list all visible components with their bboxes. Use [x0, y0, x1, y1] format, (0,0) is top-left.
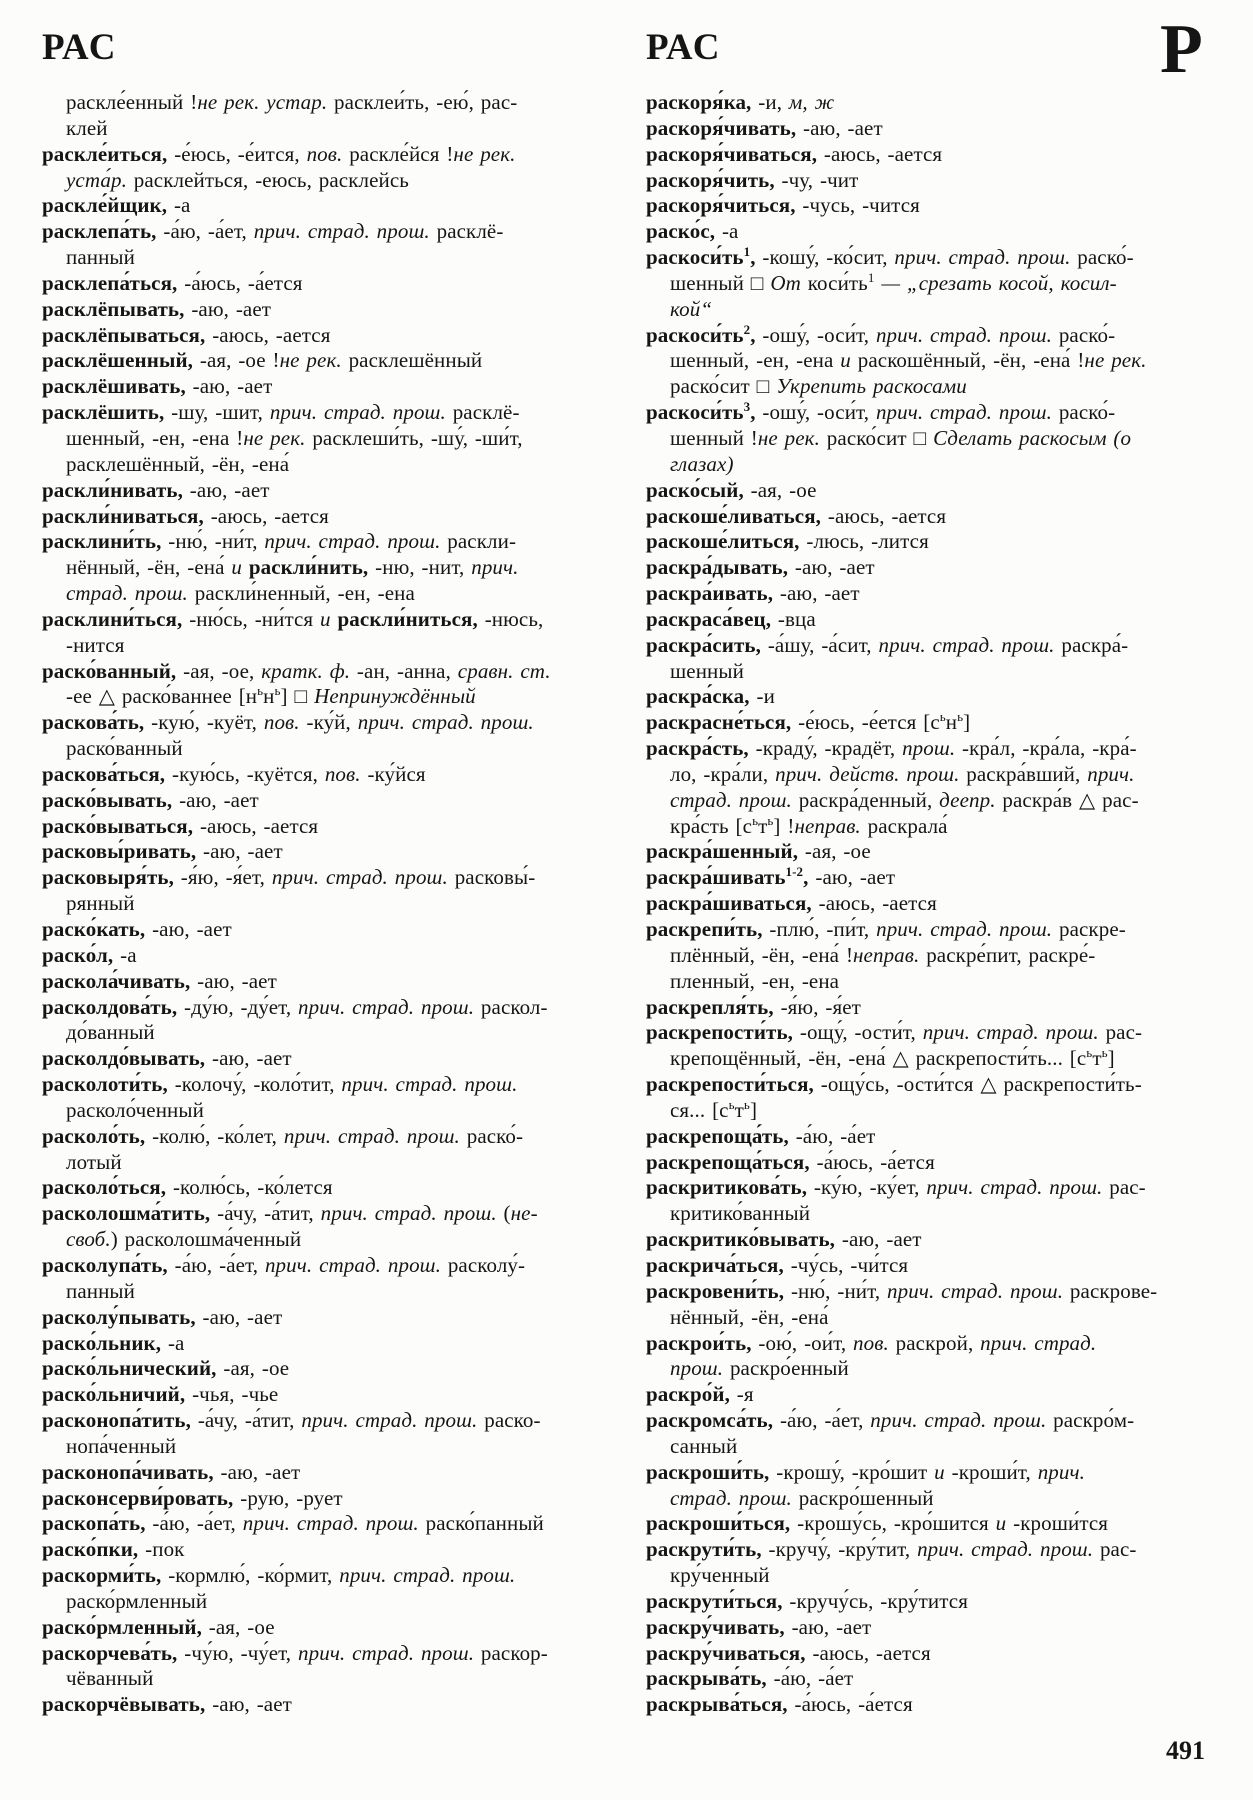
dictionary-line: раскоря́чить, -чу, -чит — [646, 167, 859, 192]
dictionary-line: раско́льнический, -ая, -ое — [42, 1356, 290, 1381]
dictionary-line: критико́ванный — [670, 1201, 811, 1226]
dictionary-line: $раскоси́ть^1$, -кошу́, -ко́сит, прич. страд. прош. раско́- — [646, 244, 1134, 270]
dictionary-line: расклепа́ться, -а́юсь, -а́ется — [42, 270, 303, 295]
dictionary-line: раско́сит □ Укрепить раскосами — [670, 374, 967, 399]
dictionary-line: раско́кать, -аю, -ает — [42, 917, 232, 941]
dictionary-line: раско́льничий, -чья, -чье — [42, 1382, 279, 1407]
dictionary-line: расклёшить, -шу, -шит, прич. страд. прош. расклё- — [42, 400, 520, 425]
dictionary-line: расколо́ть, -колю́, -ко́лет, прич. страд. прош. раско́- — [42, 1123, 524, 1148]
dictionary-line: раскрепоща́ть, -а́ю, -а́ет — [646, 1123, 876, 1148]
dictionary-line: пленный, -ен, -ена — [670, 968, 840, 993]
dictionary-line: кой“ — [670, 296, 713, 321]
dictionary-line: кра́сть $[с^ьт^ь]$ !неправ. раскрала́ — [670, 812, 948, 838]
dictionary-line: нопа́ченный — [66, 1433, 177, 1458]
dictionary-line: раско́ванный — [66, 736, 183, 761]
running-head-right: РАС — [646, 27, 722, 68]
dictionary-line: расколо́ться, -колю́сь, -ко́лется — [42, 1175, 333, 1200]
dictionary-line: раскрепи́ть, -плю́, -пи́т, прич. страд. прош. раскре- — [646, 917, 1126, 941]
dictionary-line: расконсерви́ровать, -рую, -рует — [42, 1485, 343, 1510]
dictionary-line: раскли́нивать, -аю, -ает — [42, 477, 270, 502]
dictionary-line: клей — [66, 115, 108, 140]
dictionary-line: расконопа́тить, -а́чу, -а́тит, прич. страд. прош. раско- — [42, 1408, 541, 1433]
dictionary-line: раскрепоща́ться, -а́юсь, -а́ется — [646, 1149, 935, 1174]
dictionary-line: раскоря́чивать, -аю, -ает — [646, 115, 883, 140]
dictionary-line: панный — [66, 245, 135, 270]
dictionary-line: шенный, -ен, -ена и раскошённый, -ён, -ена́ !не рек. — [670, 348, 1147, 373]
dictionary-line: раско́сый, -ая, -ое — [646, 477, 817, 502]
dictionary-line: раскоше́ливаться, -аюсь, -ается — [646, 503, 947, 528]
dictionary-line: раскле́иться, -е́юсь, -е́ится, пов. раскле́йся !не рек. — [42, 141, 516, 166]
running-head-left: РАС — [42, 27, 118, 68]
dictionary-line: расклёшенный, -ая, -ое !не рек. расклешённый — [42, 348, 483, 373]
dictionary-line: раскру́чиваться, -аюсь, -ается — [646, 1640, 931, 1665]
dictionary-line: раскра́шивать$^{1-2}$, -аю, -ает — [646, 864, 896, 890]
dictionary-line: расклини́ться, -ню́сь, -ни́тся и раскли́ниться, -нюсь, — [42, 606, 544, 631]
dictionary-line: прош. раскро́енный — [670, 1356, 849, 1381]
dictionary-line: раскрути́ться, -кручу́сь, -кру́тится — [646, 1588, 968, 1613]
dictionary-line: расклепа́ть, -а́ю, -а́ет, прич. страд. прош. расклё- — [42, 219, 504, 244]
dictionary-line: расклешённый, -ён, -ена́ — [66, 451, 290, 476]
dictionary-line: раско́ванный, -ая, -ое, кратк. ф. -ан, -анна, сравн. ст. — [42, 658, 551, 683]
dictionary-line: раскра́шиваться, -аюсь, -ается — [646, 891, 937, 916]
dictionary-line: раскрича́ться, -чу́сь, -чи́тся — [646, 1252, 909, 1277]
dictionary-line: глазах) — [670, 451, 734, 476]
dictionary-line: раско́с, -а — [646, 219, 739, 244]
dictionary-line: страд. прош. раскли́ненный, -ен, -ена — [66, 581, 415, 606]
dictionary-line: раско́пки, -пок — [42, 1537, 185, 1562]
dictionary-line: расковы́ривать, -аю, -ает — [42, 839, 283, 864]
dictionary-line: расклёпываться, -аюсь, -ается — [42, 322, 331, 347]
dictionary-line: раскровени́ть, -ню́, -ни́т, прич. страд. прош. раскрове- — [646, 1278, 1158, 1303]
dictionary-line: расковыря́ть, -я́ю, -я́ет, прич. страд. прош. расковы́- — [42, 865, 536, 890]
dictionary-line: раскра́ивать, -аю, -ает — [646, 581, 860, 606]
column-right — [646, 90, 1221, 1718]
dictionary-line: страд. прош. раскро́шенный — [670, 1485, 934, 1510]
dictionary-line: плённый, -ён, -ена́ !неправ. раскре́пит, раскре́- — [670, 942, 1096, 967]
dictionary-line: панный — [66, 1278, 135, 1303]
dictionary-line: раскопа́ть, -а́ю, -а́ет, прич. страд. прош. раско́панный — [42, 1511, 544, 1536]
dictionary-line: раско́вываться, -аюсь, -ается — [42, 813, 319, 838]
dictionary-line: раскра́дывать, -аю, -ает — [646, 555, 875, 580]
dictionary-line: шенный — [670, 658, 744, 683]
dictionary-line: $раскоси́ть^2$, -ошу́, -оси́т, прич. страд. прош. раско́- — [646, 321, 1116, 347]
dictionary-line: раскра́сть, -краду́, -крадёт, прош. -кра́л, -кра́ла, -кра́- — [646, 736, 1137, 761]
dictionary-line: расконопа́чивать, -аю, -ает — [42, 1459, 301, 1484]
dictionary-line: кру́ченный — [670, 1563, 770, 1588]
dictionary-line: нённый, -ён, -ена́ и раскли́нить, -ню, -нит, прич. — [66, 555, 519, 580]
dictionary-line: расколдо́вывать, -аю, -ает — [42, 1046, 292, 1071]
dictionary-line: раскова́ть, -кую́, -куёт, пов. -ку́й, прич. страд. прош. — [42, 710, 534, 735]
dictionary-line: раскру́чивать, -аю, -ает — [646, 1614, 872, 1639]
dictionary-line: раскоря́ка, -и, м, ж — [646, 90, 835, 114]
dictionary-line: расколу́пывать, -аю, -ает — [42, 1304, 283, 1329]
dictionary-line: раско́рмленный — [66, 1588, 208, 1613]
dictionary-line: раскоше́литься, -люсь, -лится — [646, 529, 929, 554]
dictionary-line: нённый, -ён, -ена́ — [670, 1304, 829, 1329]
dictionary-line: раскоря́читься, -чусь, -чится — [646, 193, 920, 218]
section-letter: Р — [1160, 11, 1203, 88]
dictionary-line: раско́льник, -а — [42, 1330, 185, 1355]
dictionary-line: раскрыва́ться, -а́юсь, -а́ется — [646, 1692, 913, 1717]
column-left — [42, 90, 617, 1718]
dictionary-line: расколошма́тить, -а́чу, -а́тит, прич. страд. прош. (не- — [42, 1201, 538, 1226]
dictionary-line: ло, -кра́ли, прич. действ. прош. раскра́вший, прич. — [670, 761, 1135, 786]
dictionary-line: расколо́ченный — [66, 1097, 204, 1122]
dictionary-line: раскромса́ть, -а́ю, -а́ет, прич. страд. прош. раскро́м- — [646, 1408, 1135, 1433]
dictionary-line: крепощённый, -ён, -ена́ △ раскрепости́ть... $[с^ьт^ь]$ — [670, 1045, 1115, 1071]
page-number: 491 — [1166, 1736, 1205, 1765]
dictionary-line: раскола́чивать, -аю, -ает — [42, 968, 277, 993]
dictionary-line: раскра́шенный, -ая, -ое — [646, 839, 871, 864]
dictionary-line: раскрыва́ть, -а́ю, -а́ет — [646, 1666, 854, 1691]
dictionary-line: раскорчева́ть, -чу́ю, -чу́ет, прич. страд. прош. раскор- — [42, 1640, 548, 1665]
dictionary-line: раско́рмленный, -ая, -ое — [42, 1614, 275, 1639]
dictionary-line: раскрасне́ться, -е́юсь, -е́ется $[с^ьн^ь]$ — [646, 709, 971, 735]
dictionary-line: шенный, -ен, -ена !не рек. расклеши́ть, -шу́, -ши́т, — [66, 425, 523, 450]
dictionary-line: раскра́ска, -и — [646, 684, 775, 709]
dictionary-line: своб.) расколошма́ченный — [66, 1227, 302, 1252]
dictionary-line: раскра́сить, -а́шу, -а́сит, прич. страд. прош. раскра́- — [646, 632, 1129, 657]
dictionary-line: раскритико́вывать, -аю, -ает — [646, 1227, 922, 1252]
dictionary-line: раскоря́чиваться, -аюсь, -ается — [646, 141, 943, 166]
dictionary-line: раскрути́ть, -кручу́, -кру́тит, прич. страд. прош. рас- — [646, 1537, 1137, 1562]
dictionary-line: раскле́йщик, -а — [42, 193, 191, 218]
dictionary-line: расколдова́ть, -ду́ю, -ду́ет, прич. страд. прош. раскол- — [42, 994, 548, 1019]
dictionary-line: шенный □ От $коси́ть^1$ — „срезать косой, косил- — [670, 269, 1117, 295]
dictionary-line: раскле́енный !не рек. устар. расклеи́ть, -ею́, рас- — [66, 90, 518, 114]
dictionary-line: $раскоси́ть^3$, -ошу́, -оси́т, прич. страд. прош. раско́- — [646, 399, 1116, 425]
dictionary-line: расклёпывать, -аю, -ает — [42, 296, 272, 321]
dictionary-line: раскорчёвывать, -аю, -ает — [42, 1692, 292, 1717]
dictionary-line: уста́р. расклейться, -еюсь, расклейсь — [66, 167, 409, 192]
dictionary-line: -ее △ раско́ваннее $[н^ьн^ь]$ □ Непринуждённый — [66, 683, 476, 709]
dictionary-line: раскроши́ть, -крошу́, -кро́шит и -кроши́т, прич. — [646, 1459, 1085, 1484]
dictionary-line: расклёшивать, -аю, -ает — [42, 374, 273, 399]
dictionary-line: раскрепля́ть, -я́ю, -я́ет — [646, 994, 861, 1019]
dictionary-line: расколупа́ть, -а́ю, -а́ет, прич. страд. прош. расколу́- — [42, 1252, 526, 1277]
dictionary-line: раскрепости́ть, -ощу́, -ости́т, прич. страд. прош. рас- — [646, 1020, 1143, 1045]
dictionary-line: раскроши́ться, -крошу́сь, -кро́шится и -кроши́тся — [646, 1511, 1109, 1536]
dictionary-line: раскритикова́ть, -ку́ю, -ку́ет, прич. страд. прош. рас- — [646, 1175, 1146, 1200]
dictionary-line: раскова́ться, -кую́сь, -куётся, пов. -ку́йся — [42, 761, 426, 786]
dictionary-line: расклини́ть, -ню́, -ни́т, прич. страд. прош. раскли- — [42, 529, 517, 554]
dictionary-line: раско́л, -а — [42, 942, 137, 967]
dictionary-line: раскрои́ть, -ою́, -ои́т, пов. раскрой, прич. страд. — [646, 1330, 1097, 1355]
dictionary-line: расколоти́ть, -колочу́, -коло́тит, прич. страд. прош. — [42, 1072, 518, 1097]
dictionary-line: раскли́ниваться, -аюсь, -ается — [42, 503, 329, 528]
dictionary-line: чёванный — [66, 1666, 154, 1691]
dictionary-line: ся... $[с^ьт^ь]$ — [670, 1096, 758, 1122]
dictionary-line: -нится — [66, 632, 125, 657]
dictionary-line: раскраса́вец, -вца — [646, 606, 816, 631]
dictionary-line: раскрепости́ться, -ощу́сь, -ости́тся △ раскрепости́ть- — [646, 1072, 1142, 1097]
dictionary-line: шенный !не рек. раско́сит □ Сделать раскосым (о — [670, 425, 1132, 450]
dictionary-line: санный — [670, 1433, 738, 1458]
dictionary-line: раскро́й, -я — [646, 1382, 754, 1407]
dictionary-line: страд. прош. раскра́денный, деепр. раскра́в △ рас- — [670, 787, 1139, 812]
dictionary-line: раско́вывать, -аю, -ает — [42, 787, 259, 812]
dictionary-line: до́ванный — [66, 1020, 155, 1045]
dictionary-line: рянный — [66, 891, 135, 916]
dictionary-line: лотый — [66, 1149, 122, 1174]
dictionary-line: раскорми́ть, -кормлю́, -ко́рмит, прич. страд. прош. — [42, 1563, 516, 1588]
